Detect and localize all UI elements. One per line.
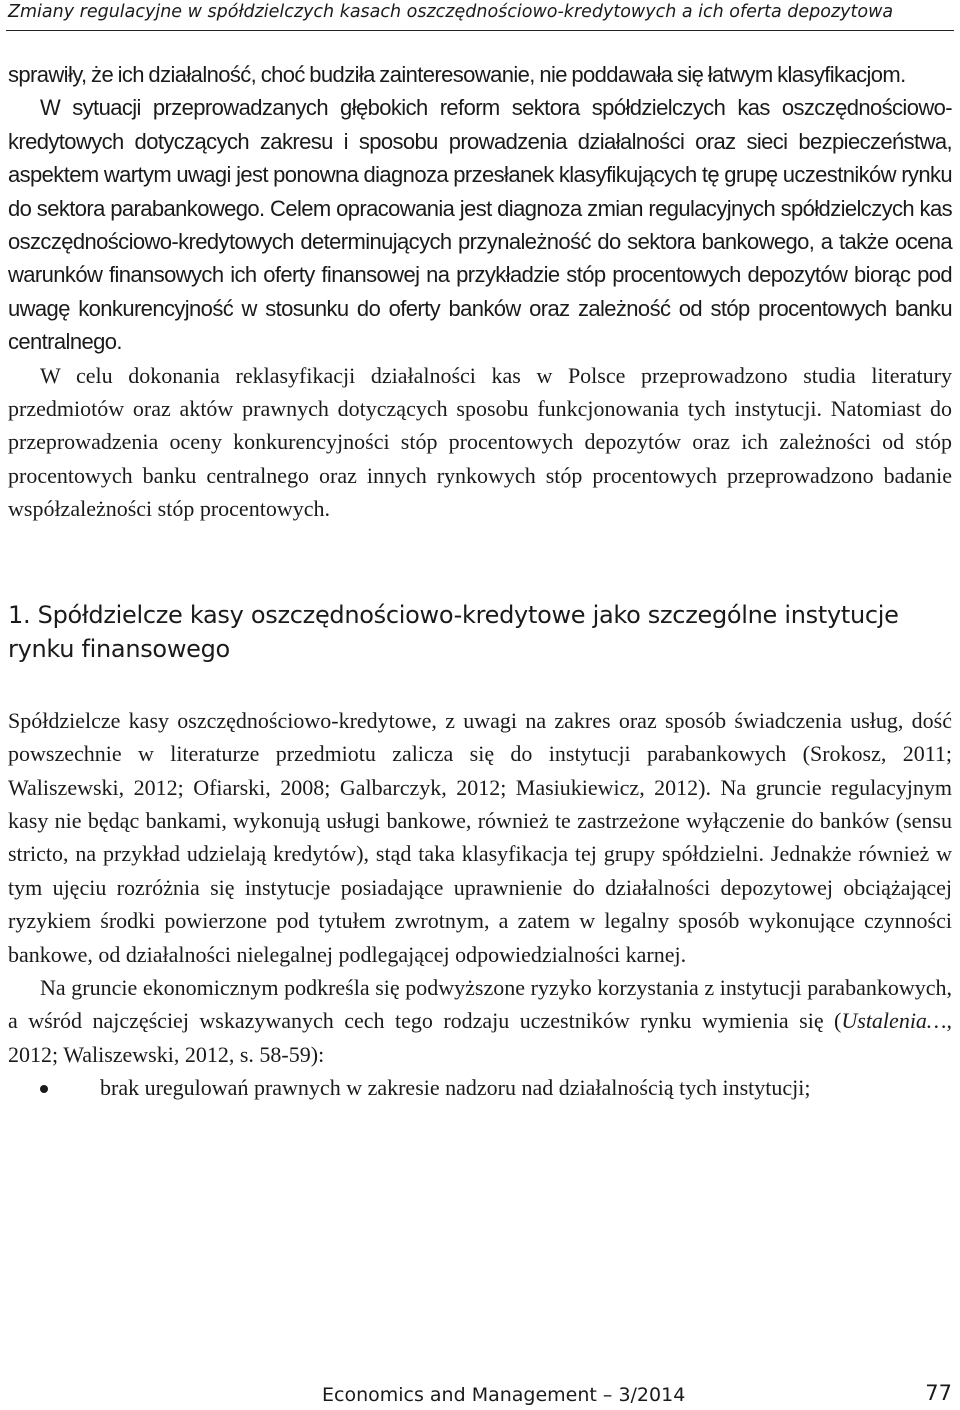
page-number: 77 <box>925 1381 952 1405</box>
paragraph: Spółdzielcze kasy oszczędnościowo-kredytowe, z uwagi na zakres oraz sposób świadczenia usług, dość powszechnie w literaturze przedmiotu zalicza się do instytucji parabankowych (Srokosz, 2011; Waliszewski, 2012; Ofiarski, 2008; Galbarczyk, 2012; Masiukiewicz, 2012). Na gruncie regulacyjnym kasy nie będąc bankami, wykonują usługi bankowe, również te zastrzeżone wyłączenie do banków (sensu stricto, na przykład udzielają kredytów), stąd taka klasyfikacja tej grupy spółdzielni. Jednakże również w tym ujęciu rozróżnia się instytucje posiadające uprawnienie do działalności depozytowej obciążającej ryzykiem środki powierzone pod tytułem zwrotnym, a zatem w legalny sposób wykonujące czynności bankowe, od działalności nielegalnej podlegającej odpowiedzialności karnej. <box>8 707 952 967</box>
section-number: 1. <box>8 600 31 629</box>
paragraph: W sytuacji przeprowadzanych głębokich reform sektora spółdzielczych kas oszczędnościowo-kredytowych dotyczących zakresu i sposobu prowadzenia działalności oraz sieci bezpieczeństwa, aspektem wartym uwagi jest ponowna diagnoza przesłanek klasyfikujących tę grupę uczestników rynku do sektora parabankowego. Celem opracowania jest diagnoza zmian regulacyjnych spółdzielczych kas oszczędnościowo-kredytowych determinujących przynależność do sektora bankowego, a także ocena warunków finansowych ich oferty finansowej na przykładzie stóp procentowych depozytów biorąc pod uwagę konkurencyjność w stosunku do oferty banków oraz zależność od stóp procentowych banku centralnego. <box>8 95 952 355</box>
running-header: Zmiany regulacyjne w spółdzielczych kasach oszczędnościowo-kredytowych a ich oferta depozytowa <box>8 2 894 22</box>
bullet-icon <box>40 1085 48 1093</box>
journal-name: Economics and Management – 3/2014 <box>322 1384 686 1406</box>
bullet-text: brak uregulowań prawnych w zakresie nadzoru nad działalnością tych instytucji; <box>100 1075 811 1101</box>
paragraph: W celu dokonania reklasyfikacji działalności kas w Polsce przeprowadzono studia literatury przedmiotów oraz aktów prawnych dotyczących sposobu funkcjonowania tych instytucji. Natomiast do przeprowadzenia oceny konkurencyjności stóp procentowych depozytów oraz ich zależności od stóp procentowych banku centralnego oraz innych rynkowych stóp procentowych przeprowadzono badanie współzależności stóp procentowych. <box>8 362 952 522</box>
citation-lead: Na gruncie ekonomicznym podkreśla się podwyższone ryzyko korzystania z instytucji parabankowych, a wśród najczęściej wskazywanych cech tego rodzaju uczestników rynku wymienia się ( <box>8 974 952 1034</box>
bullet-item <box>8 1071 952 1104</box>
citation-tail: , 2012; Waliszewski, 2012, s. 58-59): <box>8 1008 952 1067</box>
section-title: Spółdzielcze kasy oszczędnościowo-kredytowe jako szczególne instytucje rynku finansowego <box>8 600 899 663</box>
paragraph: sprawiły, że ich działalność, choć budziła zainteresowanie, nie poddawała się łatwym klasyfikacjom. <box>8 62 906 87</box>
section-heading <box>8 598 952 666</box>
spacer <box>8 666 952 704</box>
bullet-list <box>8 1071 952 1104</box>
citation-italic: Ustalenia… <box>841 1008 947 1034</box>
citation-paragraph <box>8 971 952 1071</box>
body-text <box>8 58 952 1105</box>
header-rule <box>6 30 954 31</box>
